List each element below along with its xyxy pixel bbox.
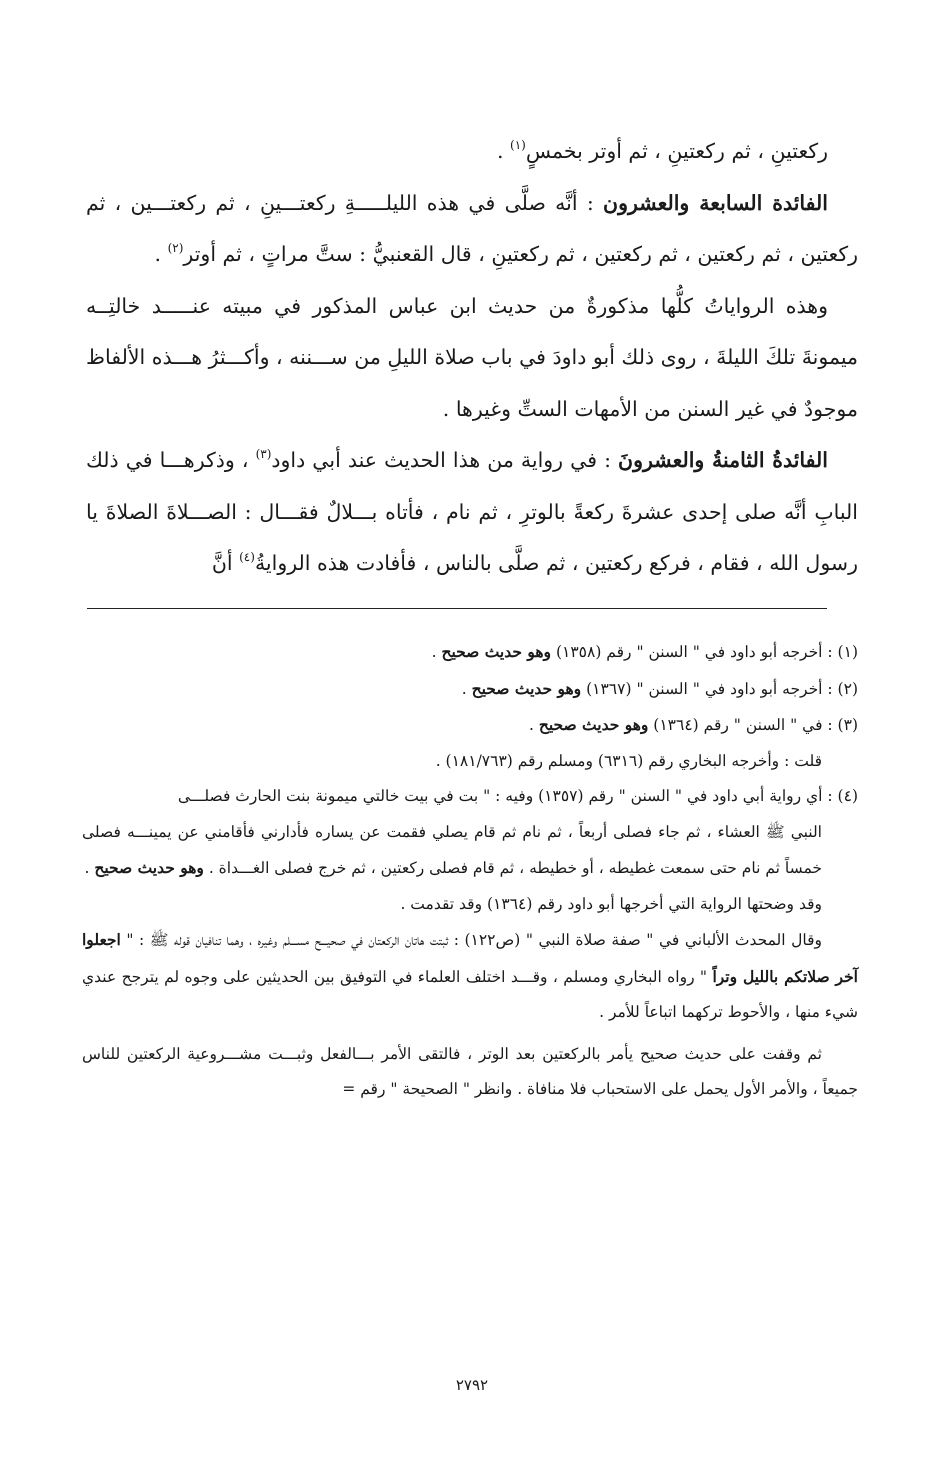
footnote-3 xyxy=(82,707,858,744)
footnote-4-conclusion: ثم وقفت على حديث صحيح يأمر بالركعتين بعد الوتر ، فالتقى الأمر بـــالفعل وثبـــت مشـــروعية الركعتين للناس جميعاً ، والأمر الأول يحمل على الاستحباب فلا منافاة . وانظر " الصحيحة " رقم = xyxy=(82,1044,858,1098)
paragraph-3 xyxy=(86,281,858,436)
page-number: ٢٧٩٢ xyxy=(455,1376,489,1394)
footnote-3-note: قلت : وأخرجه البخاري رقم (٦٣١٦) ومسلم رقم (١٨١/٧٦٣) . xyxy=(435,751,822,770)
main-text xyxy=(86,126,858,590)
footnote-4-quote-a: وقال المحدث الألباني في " صفة صلاة النبي " (ص١٢٢) : ثبتت هاتان الركعتان في صحيـــح مســـلم وغيره ، وهما تنافيان قوله ﷺ : " xyxy=(120,931,823,949)
heading-27: الفائدة السابعة والعشرون xyxy=(603,190,828,215)
footnote-2-grade: وهو حديث صحيح xyxy=(471,678,582,698)
footnote-2-text: (٢) : أخرجه أبو داود في " السنن " (١٣٦٧) xyxy=(581,679,858,698)
paragraph-4-text-b: ، وذكرهـــا في ذلك البابِ أنَّه صلى إحدى عشرةَ ركعةً بالوترِ ، ثم نام ، فأتاه بـــلالٌ فقـــال : الصـــلاةَ الصلاةَ يا رسول الله ، فقام ، فركع ركعتين ، ثم صلَّى بالناس ، فأفادت هذه الروايةُ xyxy=(86,448,858,575)
footnote-1-text: (١) : أخرجه أبو داود في " السنن " رقم (١٣٥٨) xyxy=(551,643,858,661)
paragraph-4 xyxy=(86,435,858,590)
footnote-2 xyxy=(82,671,858,708)
paragraph-2 xyxy=(86,178,858,281)
paragraph-1-end: . xyxy=(496,139,511,163)
footnote-1-grade: وهو حديث صحيح xyxy=(441,642,552,661)
footnote-3-grade: وهو حديث صحيح xyxy=(538,715,649,734)
paragraph-4-text-c: أنَّ xyxy=(211,551,240,575)
paragraph-3-text: وهذه الرواياتُ كلُّها مذكورةٌ من حديث ابن عباس المذكور في مبيته عنـــــد خالتِــه ميمونةَ تلكَ الليلةَ ، روى ذلك أبو داودَ في باب صلاة الليلِ من ســـننه ، وأكـــثرُ هـــذه الألفاظ موجودٌ في غير السنن من الأمهات الستِّ وغيرها . xyxy=(86,293,858,421)
paragraph-4-text-a: : في رواية من هذا الحديث عند أبي داود xyxy=(271,448,619,472)
footnote-4-albani-quote xyxy=(82,922,858,1031)
footnote-3-text: (٣) : في " السنن " رقم (١٣٦٤) xyxy=(648,716,858,734)
heading-28: الفائدةُ الثامنةُ والعشرونَ xyxy=(618,448,828,472)
footnote-4-grade: وهو حديث صحيح xyxy=(94,858,204,877)
footnote-1-end: . xyxy=(431,643,442,661)
paragraph-1 xyxy=(86,126,858,178)
footnotes xyxy=(82,634,858,1108)
paragraph-1-text: ركعتينِ ، ثم ركعتينِ ، ثم أوتر بخمسٍ xyxy=(525,139,828,163)
footnote-divider xyxy=(87,608,827,609)
footnote-ref-4[interactable]: (٤) xyxy=(239,550,255,564)
footnote-4: (٤) : أي رواية أبي داود في " السنن " رقم (١٣٥٧) وفيه : " بت في بيت خالتي ميمونة بنت الحارث فصلـــى xyxy=(177,787,858,805)
footnote-ref-2[interactable]: (٢) xyxy=(167,241,184,255)
footnote-4-explanation: وقد وضحتها الرواية التي أخرجها أبو داود رقم (١٣٦٤) وقد تقدمت . xyxy=(400,894,822,913)
footnote-ref-1[interactable]: (١) xyxy=(510,138,526,152)
footnote-4-quote-b: " رواه البخاري ومسلم ، وقـــد اختلف العلماء في التوفيق بين الحديثين على وجوه لم يترجح عندي شيء منها ، والأحوط تركهما اتباعاً للأمر . xyxy=(82,967,858,1021)
footnote-2-end: . xyxy=(461,679,472,698)
footnote-3-end: . xyxy=(528,716,539,734)
footnote-ref-3[interactable]: (٣) xyxy=(255,447,272,461)
footnote-4-hadith: اجعلوا آخر صلاتكم بالليل وتراً xyxy=(82,930,858,986)
footnote-4-cont-text: النبي ﷺ العشاء ، ثم جاء فصلى أربعاً ، ثم نام ثم قام يصلي فقمت عن يساره فأدارني فأقامني عن يمينـــه فصلى خمساً ثم نام حتى سمعت غطيطه ، أو خطيطه ، ثم قام فصلى ركعتين ، ثم خرج فصلى الغـــداة . xyxy=(82,822,822,877)
footnote-4-continuation xyxy=(82,815,858,887)
footnote-1 xyxy=(82,634,858,671)
paragraph-2-end: . xyxy=(154,242,168,266)
paragraph-2-text: : أنَّه صلَّى في هذه الليلـــــةِ ركعتـــينِ ، ثم ركعتـــين ، ثم ركعتين ، ثم ركعتين ، ثم ركعتين ، ثم ركعتينِ ، قال القعنبيُّ : ستَّ مراتٍ ، ثم أوتر xyxy=(86,190,858,266)
footnote-4-grade-end: . xyxy=(84,859,95,877)
